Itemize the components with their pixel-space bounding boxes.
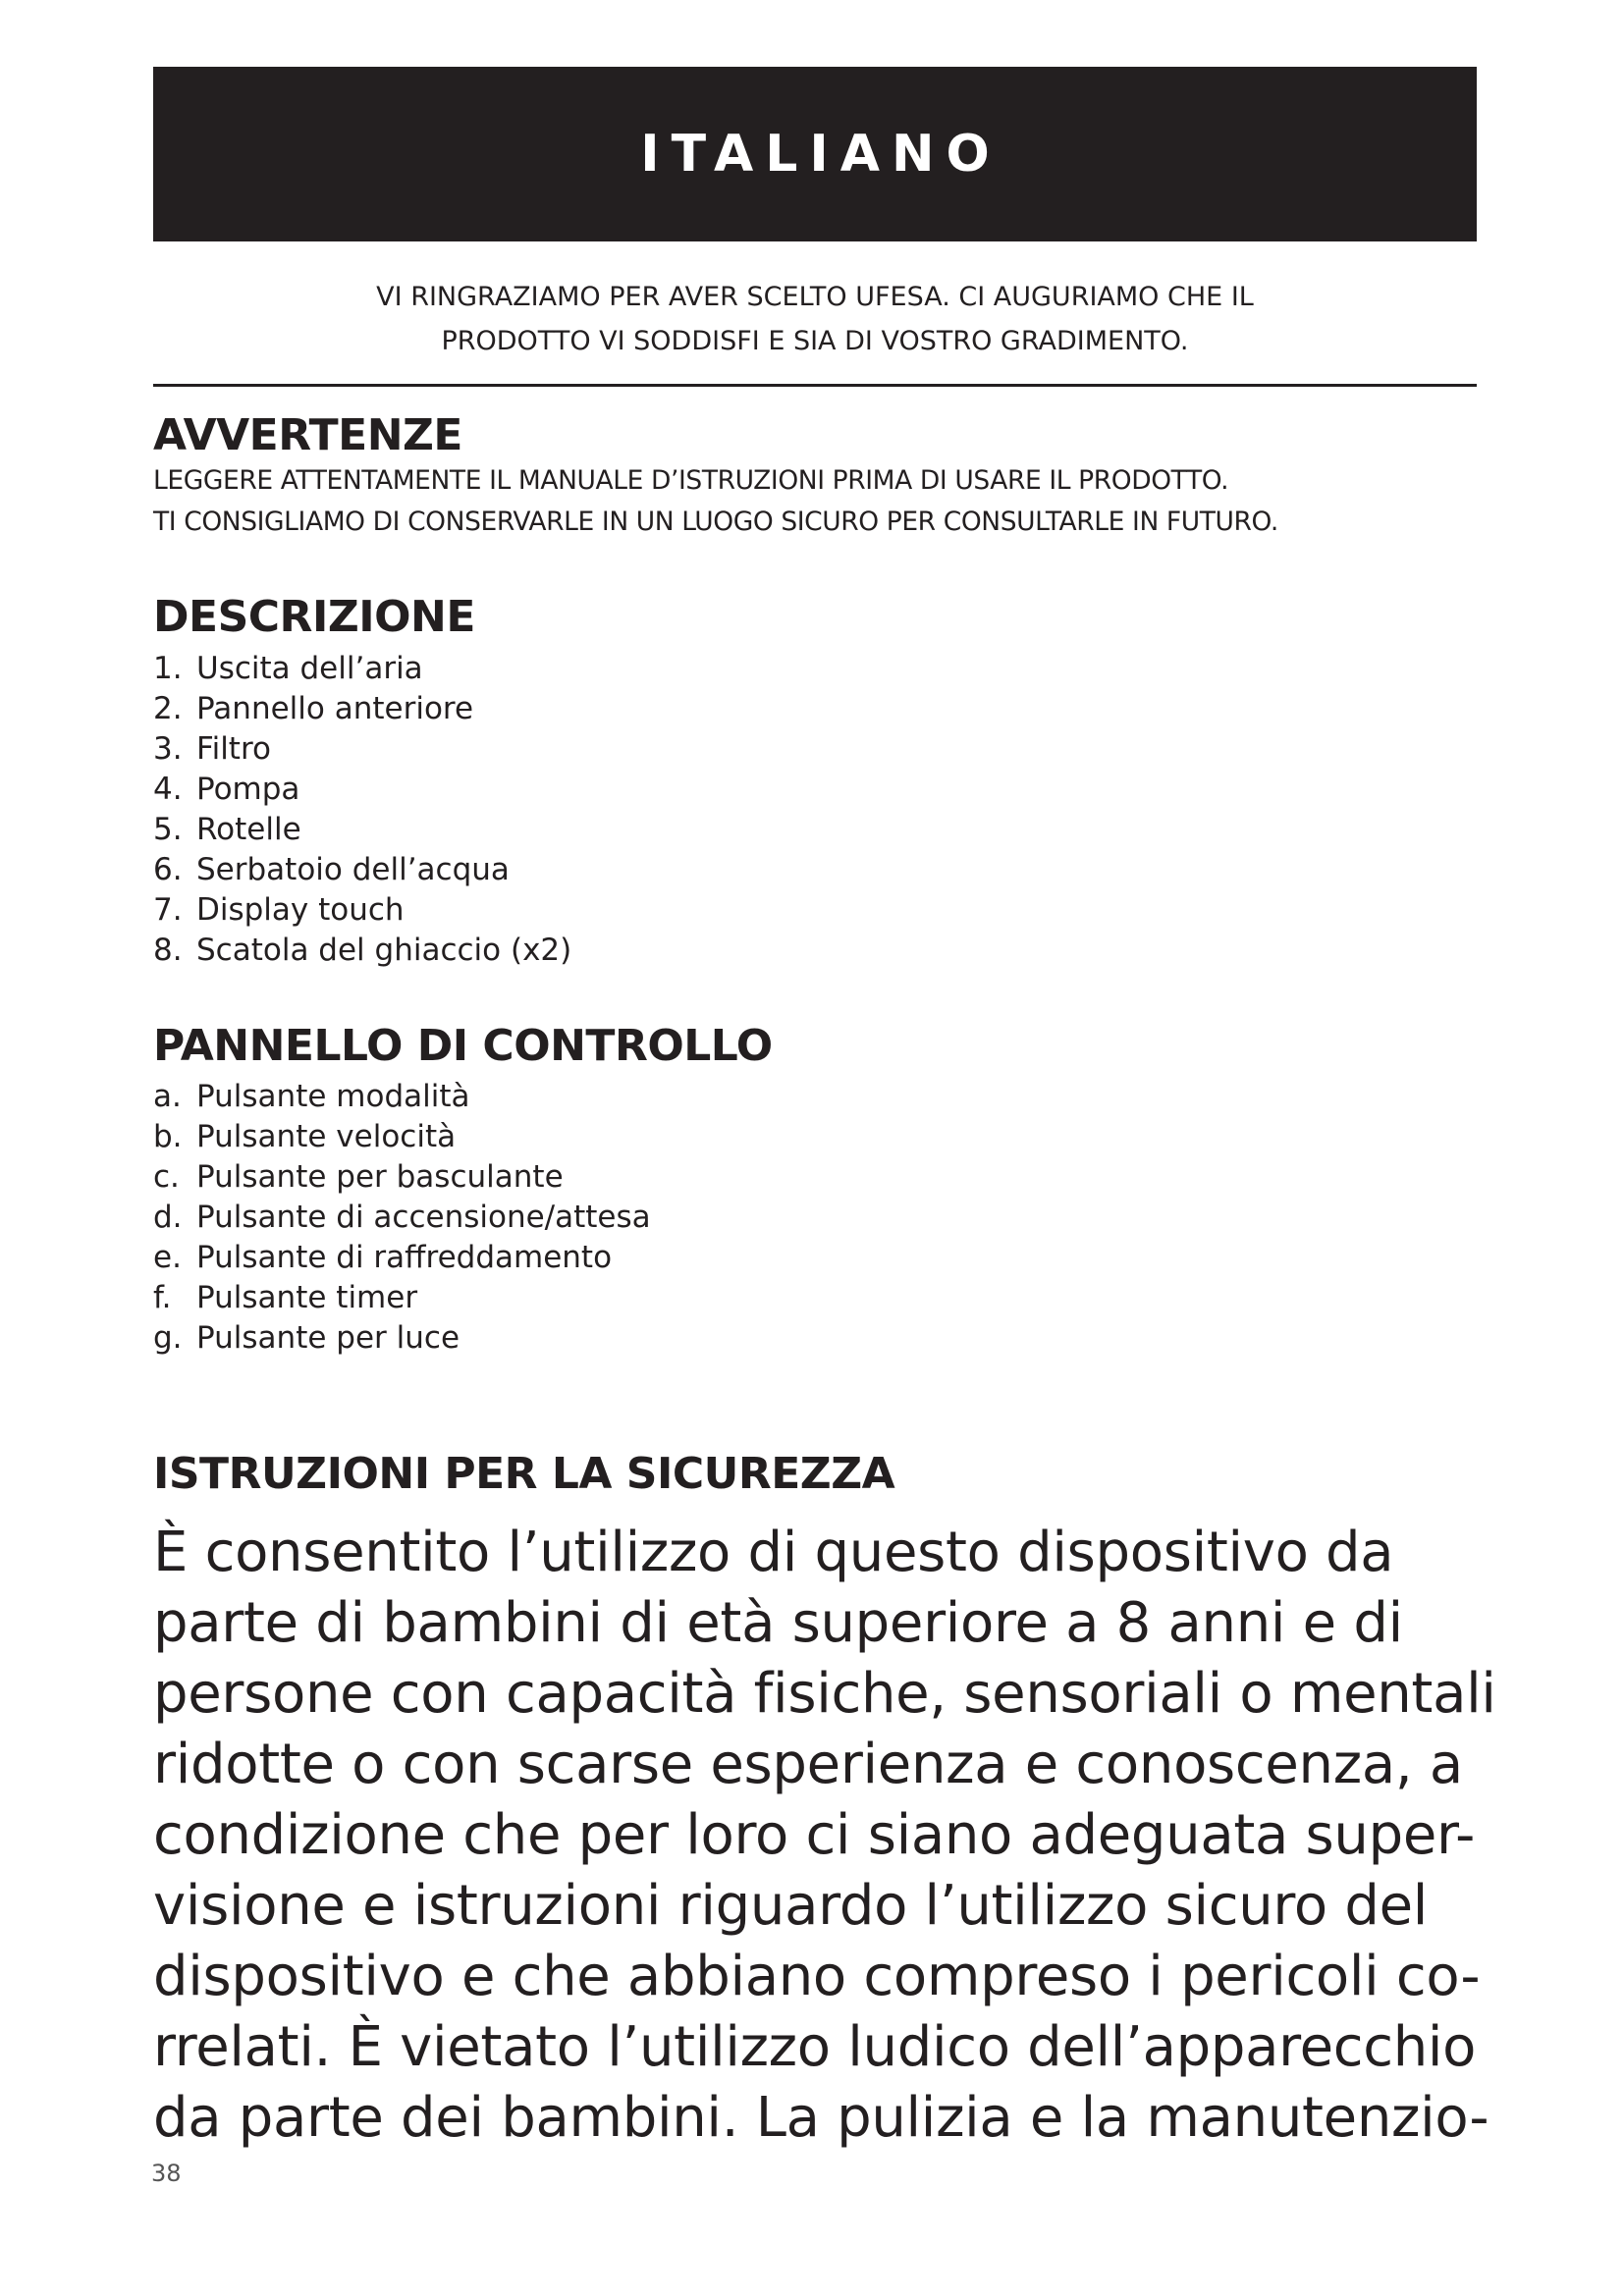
safety-line: È consentito l’utilizzo di questo dispositivo da	[153, 1521, 1394, 1584]
safety-heading: ISTRUZIONI PER LA SICUREZZA	[153, 1449, 895, 1499]
language-banner	[153, 67, 1477, 241]
description-item: 7. Display touch	[153, 892, 405, 928]
control-panel-item: a. Pulsante modalità	[153, 1079, 470, 1114]
safety-line: condizione che per loro ci siano adeguata super-	[153, 1803, 1476, 1867]
safety-line: persone con capacità fisiche, sensoriali o mentali	[153, 1662, 1496, 1726]
safety-paragraph	[153, 1518, 1496, 2154]
thank-you-message	[153, 275, 1477, 363]
control-panel-item: d. Pulsante di accensione/attesa	[153, 1200, 651, 1235]
divider	[153, 384, 1477, 387]
control-panel-heading: PANNELLO DI CONTROLLO	[153, 1021, 773, 1071]
safety-line: da parte dei bambini. La pulizia e la manutenzio-	[153, 2086, 1489, 2150]
control-panel-item: c. Pulsante per basculante	[153, 1159, 564, 1195]
page-number: 38	[151, 2160, 182, 2187]
safety-line: visione e istruzioni riguardo l’utilizzo sicuro del	[153, 1874, 1429, 1938]
description-item: 8. Scatola del ghiaccio (x2)	[153, 933, 572, 968]
description-item: 6. Serbatoio dell’acqua	[153, 852, 510, 887]
warnings-line: LEGGERE ATTENTAMENTE IL MANUALE D’ISTRUZIONI PRIMA DI USARE IL PRODOTTO.	[153, 465, 1229, 496]
safety-line: parte di bambini di età superiore a 8 anni e di	[153, 1591, 1403, 1655]
description-item: 2. Pannello anteriore	[153, 691, 474, 726]
control-panel-list	[153, 1077, 651, 1359]
control-panel-item: f. Pulsante timer	[153, 1280, 418, 1315]
description-item: 5. Rotelle	[153, 812, 301, 847]
safety-line: ridotte o con scarse esperienza e conoscenza, a	[153, 1733, 1463, 1796]
description-item: 4. Pompa	[153, 772, 300, 807]
safety-line: dispositivo e che abbiano compreso i pericoli co-	[153, 1945, 1481, 2008]
warnings-line: TI CONSIGLIAMO DI CONSERVARLE IN UN LUOGO SICURO PER CONSULTARLE IN FUTURO.	[153, 507, 1278, 537]
thank-you-line: VI RINGRAZIAMO PER AVER SCELTO UFESA. CI AUGURIAMO CHE IL	[376, 282, 1254, 312]
control-panel-item: e. Pulsante di raffreddamento	[153, 1240, 613, 1275]
control-panel-item: g. Pulsante per luce	[153, 1320, 460, 1356]
safety-line: rrelati. È vietato l’utilizzo ludico dell’apparecchio	[153, 2015, 1477, 2079]
thank-you-line: PRODOTTO VI SODDISFI E SIA DI VOSTRO GRADIMENTO.	[441, 326, 1189, 356]
warnings-heading: AVVERTENZE	[153, 410, 462, 460]
description-item: 1. Uscita dell’aria	[153, 651, 423, 686]
language-title: ITALIANO	[640, 125, 1001, 184]
description-heading: DESCRIZIONE	[153, 592, 475, 642]
warnings-text	[153, 460, 1528, 543]
description-list	[153, 649, 571, 971]
description-item: 3. Filtro	[153, 731, 271, 767]
control-panel-item: b. Pulsante velocità	[153, 1119, 457, 1154]
